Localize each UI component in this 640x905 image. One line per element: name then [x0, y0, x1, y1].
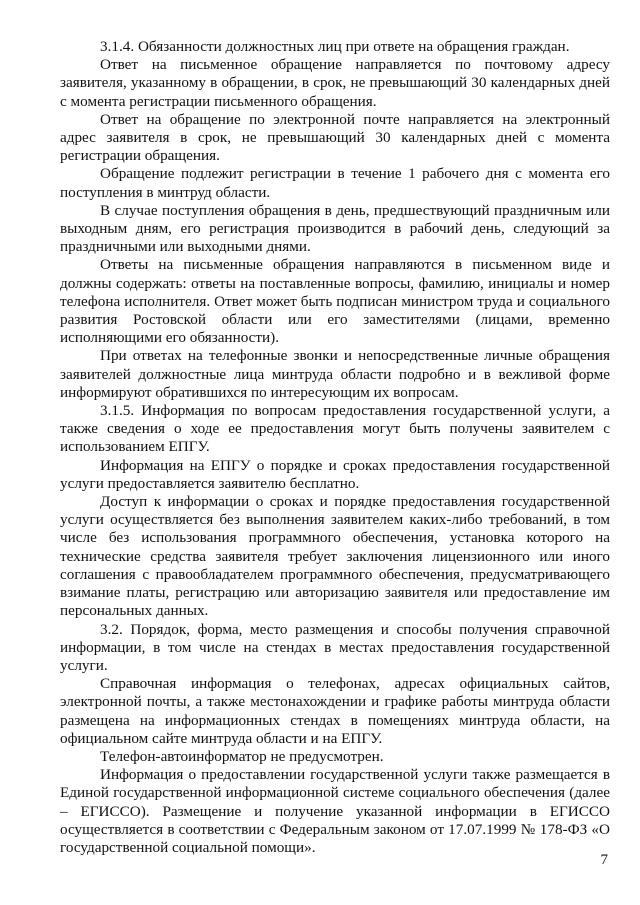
- paragraph-autoinformer: Телефон-автоинформатор не предусмотрен.: [100, 747, 384, 765]
- paragraph-written-reply: Ответ на письменное обращение направляется по почтовому адресу заявителя, указанному в обращении, в срок, не превышающий 30 календарных дней с момента регистрации письменного обращения.: [60, 56, 610, 110]
- paragraph-epgu-free: Информация на ЕПГУ о порядке и сроках предоставления государственной услуги предоставляется заявителю бесплатно.: [60, 456, 610, 492]
- paragraph-3-1-5: 3.1.5. Информация по вопросам предоставления государственной услуги, а также сведения о ходе ее предоставления могут быть получены заявителем с использованием ЕПГУ.: [60, 402, 610, 456]
- paragraph-holiday-registration: В случае поступления обращения в день, предшествующий праздничным или выходным дням, его регистрация производится в рабочий день, следующий за праздничными или выходными днями.: [60, 201, 610, 256]
- paragraph-reference-info: Справочная информация о телефонах, адресах официальных сайтов, электронной почты, а также местонахождении и графике работы минтруда области размещена на информационных стендах в помещениях минтруда области, на официальном сайте минтруда области и на ЕПГУ.: [60, 675, 610, 747]
- paragraph-3-1-4-heading: 3.1.4. Обязанности должностных лиц при ответе на обращения граждан.: [100, 38, 570, 55]
- paragraph-egisso: Информация о предоставлении государственной услуги также размещается в Единой государственной информационной системе социального обеспечения (далее – ЕГИССО). Размещение и получение указанной информации в ЕГИССО осуществляется в соответствии с Федеральным законом от 17.07.1999 № 178-ФЗ «О государственной социальной помощи».: [60, 766, 610, 856]
- paragraph-reply-contents: Ответы на письменные обращения направляются в письменном виде и должны содержать: ответы на поставленные вопросы, фамилию, инициалы и номер телефона исполнителя. Ответ может быть подписан министром труда и социального развития Ростовской области или его заместителями (лицами, временно исполняющими его обязанности).: [60, 256, 610, 347]
- document-body: [60, 38, 610, 857]
- paragraph-3-2: 3.2. Порядок, форма, место размещения и способы получения справочной информации, в том числе на стендах в местах предоставления государственной услуги.: [60, 620, 610, 674]
- paragraph-email-reply: Ответ на обращение по электронной почте направляется на электронный адрес заявителя в срок, не превышающий 30 календарных дней с момента регистрации обращения.: [60, 110, 610, 165]
- page-number: 7: [600, 852, 608, 868]
- paragraph-registration: Обращение подлежит регистрации в течение 1 рабочего дня с момента его поступления в минтруд области.: [60, 165, 610, 201]
- paragraph-access-to-info: Доступ к информации о сроках и порядке предоставления государственной услуги осуществляется без выполнения заявителем каких-либо требований, в том числе без использования программного обеспечения, установка которого на технические средства заявителя требует заключения лицензионного или иного соглашения с правообладателем программного обеспечения, предусматривающего взимание платы, регистрацию или авторизацию заявителя или предоставление им персональных данных.: [60, 493, 610, 620]
- paragraph-phone-calls: При ответах на телефонные звонки и непосредственные личные обращения заявителей должностные лица минтруда области подробно и в вежливой форме информируют обратившихся по интересующим их вопросам.: [60, 347, 610, 401]
